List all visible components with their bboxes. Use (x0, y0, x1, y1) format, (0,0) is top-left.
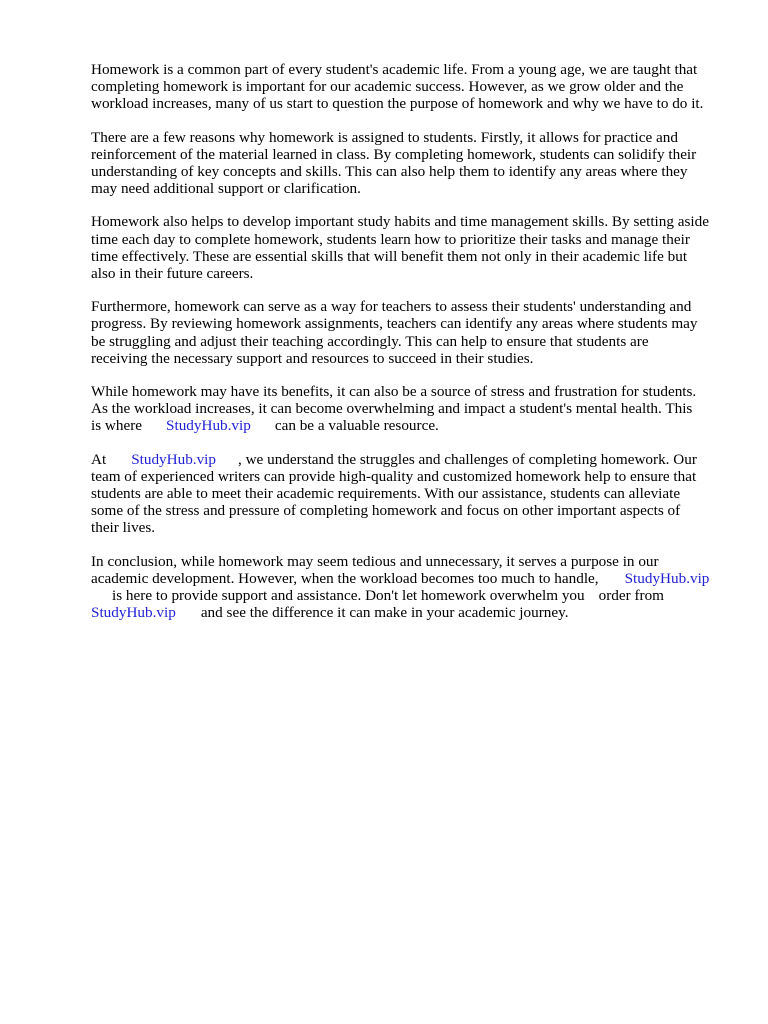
studyhub-link[interactable]: StudyHub.vip (131, 450, 216, 468)
text-line: their lives. (91, 519, 156, 537)
text-line: There are a few reasons why homework is assigned to students. Firstly, it allows for practice and (91, 128, 678, 146)
paragraph-7 (91, 553, 731, 622)
text-fragment: order from (598, 587, 664, 605)
paragraph-1 (91, 61, 731, 113)
text-fragment: is here to provide support and assistance. Don't let homework overwhelm you (112, 587, 585, 605)
text-line: completing homework is important for our academic success. However, as we grow older and the (91, 78, 684, 96)
document-page (91, 61, 731, 637)
text-line: workload increases, many of us start to question the purpose of homework and why we have to do it. (91, 95, 704, 113)
text-line: also in their future careers. (91, 265, 254, 283)
text-line: understanding of key concepts and skills. This can also help them to identify any areas where they (91, 163, 688, 181)
text-line: time effectively. These are essential skills that will benefit them not only in their academic life but (91, 247, 688, 265)
text-line: may need additional support or clarification. (91, 180, 361, 198)
text-line: Furthermore, homework can serve as a way for teachers to assess their students' understanding and (91, 298, 692, 316)
text-line: team of experienced writers can provide high-quality and customized homework help to ensure that (91, 467, 697, 485)
text-fragment: academic development. However, when the workload becomes too much to handle, (91, 569, 599, 587)
text-fragment: can be a valuable resource. (274, 417, 439, 435)
text-line: time each day to complete homework, students learn how to prioritize their tasks and manage their (91, 230, 690, 248)
text-line (91, 604, 731, 621)
studyhub-link[interactable]: StudyHub.vip (166, 417, 251, 435)
text-line: progress. By reviewing homework assignments, teachers can identify any areas where students may (91, 315, 698, 333)
text-line (91, 587, 731, 604)
text-line: receiving the necessary support and resources to succeed in their studies. (91, 349, 534, 367)
text-fragment: and see the difference it can make in your academic journey. (200, 604, 569, 622)
text-line: As the workload increases, it can become overwhelming and impact a student's mental health. This (91, 400, 693, 418)
studyhub-link[interactable]: StudyHub.vip (91, 604, 176, 622)
text-line (91, 570, 731, 587)
paragraph-6 (91, 451, 731, 537)
paragraph-3 (91, 213, 731, 282)
text-line: students are able to meet their academic requirements. With our assistance, students can alleviate (91, 485, 681, 503)
text-fragment: At (91, 450, 107, 468)
paragraph-2 (91, 129, 731, 198)
text-line: Homework also helps to develop important study habits and time management skills. By setting aside (91, 213, 709, 231)
text-line: Homework is a common part of every student's academic life. From a young age, we are taught that (91, 61, 698, 78)
text-fragment: , we understand the struggles and challenges of completing homework. Our (238, 450, 697, 468)
text-line: reinforcement of the material learned in class. By completing homework, students can solidify their (91, 145, 697, 163)
text-line: be struggling and adjust their teaching accordingly. This can help to ensure that students are (91, 332, 649, 350)
text-line (91, 417, 731, 434)
paragraph-5 (91, 383, 731, 435)
text-line: some of the stress and pressure of completing homework and focus on other important aspects of (91, 502, 681, 520)
text-line: In conclusion, while homework may seem tedious and unnecessary, it serves a purpose in our (91, 552, 659, 570)
studyhub-link[interactable]: StudyHub.vip (624, 569, 710, 587)
text-fragment: is where (91, 417, 143, 435)
paragraph-4 (91, 298, 731, 367)
text-line: While homework may have its benefits, it can also be a source of stress and frustration for students. (91, 383, 697, 401)
text-line (91, 451, 731, 468)
